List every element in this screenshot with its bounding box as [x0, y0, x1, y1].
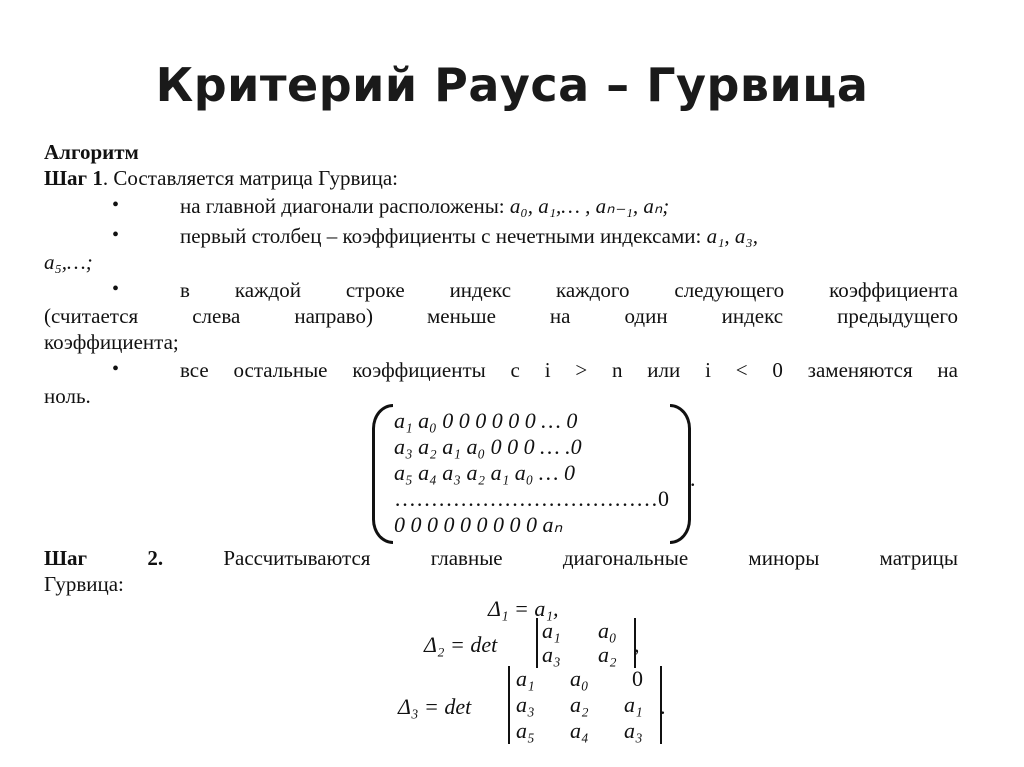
minor-delta2-suffix: ,: [634, 632, 640, 657]
det2-cell: a₃: [542, 642, 561, 667]
minor-delta3-prefix: [398, 694, 471, 720]
det3-cell: a₂: [570, 692, 589, 717]
step2-line2: Гурвица:: [44, 572, 124, 596]
minor-delta2-determinant: [536, 618, 636, 668]
bullet-3-icon: •: [112, 278, 120, 300]
step1-label: Шаг 1: [44, 166, 103, 190]
minor-delta3-determinant: [508, 666, 662, 744]
page-title: Критерий Рауса – Гурвица: [155, 58, 869, 112]
matrix-trailing-dot: .: [690, 466, 696, 491]
step1-line: [44, 166, 958, 191]
matrix-row: ………………………………0: [394, 486, 669, 511]
matrix-row: a₁ a₀ 0 0 0 0 0 0 … 0: [394, 408, 578, 433]
matrix-left-paren: [372, 404, 393, 544]
det3-cell: a₅: [516, 718, 535, 743]
det2-cell: a₁: [542, 618, 561, 643]
det3-cell: 0: [632, 666, 643, 691]
det3-cell: a₁: [624, 692, 643, 717]
det2-cell: a₀: [598, 618, 617, 643]
bullet-3-line3: коэффициента;: [44, 330, 179, 354]
bullet-2-icon: •: [112, 224, 120, 246]
matrix-right-paren: [670, 404, 691, 544]
det3-cell: a₄: [570, 718, 589, 743]
matrix-row: a₅ a₄ a₃ a₂ a₁ a₀ … 0: [394, 460, 575, 485]
bullet-1-icon: •: [112, 194, 120, 216]
det3-cell: a₁: [516, 666, 535, 691]
bullet-2-text: первый столбец – коэффициенты с нечетными индексами:: [180, 224, 702, 248]
step2-line1: [44, 546, 958, 571]
bullet-2: [180, 224, 960, 249]
det2-cell: a₂: [598, 642, 617, 667]
minor-delta3-prefix-text: Δ₃ = det: [398, 694, 472, 719]
bullet-2-cont-math: a₅,…;: [44, 250, 93, 274]
bullet-4-icon: •: [112, 358, 120, 380]
algorithm-heading: Алгоритм: [44, 140, 139, 164]
bullet-4-line2: ноль.: [44, 384, 91, 408]
minor-delta2-prefix: [424, 632, 497, 658]
matrix-row: a₃ a₂ a₁ a₀ 0 0 0 … .0: [394, 434, 582, 459]
matrix-row: 0 0 0 0 0 0 0 0 0 aₙ: [394, 512, 563, 537]
step2-text: Рассчитываются главные диагональные миноры матрицы: [223, 546, 958, 570]
hurwitz-matrix: [372, 404, 702, 544]
step2-label: Шаг 2.: [44, 546, 164, 570]
minor-delta1-text: Δ₁ = a₁,: [488, 596, 559, 621]
bullet-1-math: a₀, a₁,… , aₙ₋₁, aₙ;: [509, 194, 670, 218]
bullet-2-continuation: [44, 250, 958, 275]
minor-delta2-prefix-text: Δ₂ = det: [424, 632, 498, 657]
bullet-2-math: a₁, a₃,: [706, 224, 758, 248]
step1-text: . Составляется матрица Гурвица:: [102, 166, 399, 190]
bullet-1-text: на главной диагонали расположены:: [180, 194, 505, 218]
bullet-1: [180, 194, 960, 219]
bullet-4-line1: все остальные коэффициенты с i > n или i < 0 заменяются на: [180, 358, 958, 382]
bullet-3-line2: (считается слева направо) меньше на один индекс предыдущего: [44, 304, 958, 328]
det3-cell: a₃: [624, 718, 643, 743]
bullet-3-line1: в каждой строке индекс каждого следующего коэффициента: [180, 278, 958, 302]
det3-cell: a₃: [516, 692, 535, 717]
det3-cell: a₀: [570, 666, 589, 691]
minor-delta3-suffix: .: [660, 694, 666, 719]
